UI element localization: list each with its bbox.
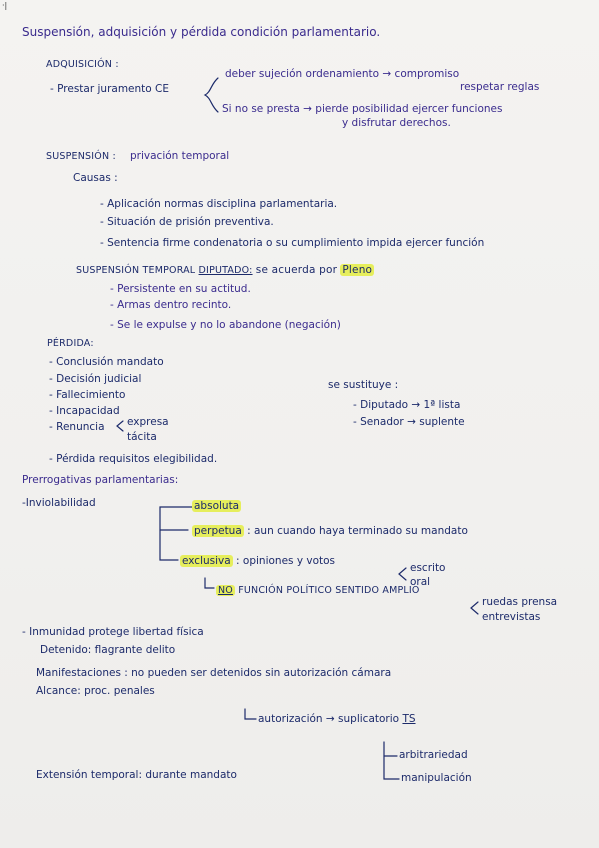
causa-item: - Aplicación normas disciplina parlamentaria. <box>100 198 338 210</box>
exclusiva-branch-item: escrito <box>410 562 446 574</box>
causa-item: - Sentencia firme condenatoria o su cumplimiento impida ejercer función <box>100 237 485 249</box>
adquisicion-branch-top-1: deber sujeción ordenamiento → compromiso <box>225 68 460 80</box>
perdida-heading: PÉRDIDA: <box>47 338 94 349</box>
autorizacion-hook <box>245 709 256 719</box>
renuncia-brace <box>117 421 123 431</box>
amplio-branch-item: entrevistas <box>482 611 541 623</box>
suspension-temporal-mid: se acuerda por <box>255 264 338 276</box>
exclusiva-brace <box>399 568 406 580</box>
sustituye-label: se sustituye : <box>328 379 399 391</box>
prerrogativas-heading: Prerrogativas parlamentarias: <box>22 474 179 486</box>
inviolabilidad-bracket <box>160 507 192 560</box>
suspension-heading: SUSPENSIÓN : <box>46 151 116 162</box>
amplio-brace <box>471 602 478 614</box>
exclusiva-line <box>180 555 335 568</box>
autorizacion-line <box>258 713 416 726</box>
inviolabilidad-label: -Inviolabilidad <box>22 497 96 509</box>
perpetua-note: : aun cuando haya terminado su mandato <box>247 525 468 537</box>
perdida-item: - Decisión judicial <box>49 373 142 385</box>
autorizacion-text: autorización → suplicatorio <box>258 713 400 725</box>
temporal-item: - Persistente en su actitud. <box>110 283 251 295</box>
causas-label: Causas : <box>73 172 118 184</box>
corner-mark: ·| <box>2 1 8 10</box>
sustituye-item: - Diputado → 1ª lista <box>353 399 461 411</box>
amplio-branch-item: ruedas prensa <box>482 596 558 608</box>
suspension-temporal-prefix: SUSPENSIÓN TEMPORAL <box>76 265 196 276</box>
renuncia-branch-item: expresa <box>127 416 169 428</box>
temporal-item: - Armas dentro recinto. <box>110 299 232 311</box>
ts-branch-item: arbitrariedad <box>399 749 468 761</box>
perpetua-highlight: perpetua <box>194 525 242 537</box>
no-funcion-line <box>216 584 420 597</box>
adquisicion-brace <box>205 78 218 112</box>
adquisicion-heading: ADQUISICIÓN : <box>46 59 119 70</box>
no-funcion-rest: FUNCIÓN POLÍTICO SENTIDO AMPLIO <box>238 585 420 596</box>
adquisicion-branch-bottom-1: Si no se presta → pierde posibilidad ejercer funciones <box>222 103 503 115</box>
exclusiva-note: : opiniones y votos <box>236 555 336 567</box>
pleno-highlight: Pleno <box>342 264 373 276</box>
alcance-line: Alcance: proc. penales <box>36 685 155 697</box>
adquisicion-branch-top-2: respetar reglas <box>460 81 540 93</box>
ts-label: TS <box>402 713 416 725</box>
perdida-item: - Conclusión mandato <box>49 356 164 368</box>
exclusiva-branch-item: oral <box>410 576 431 588</box>
perpetua-line <box>192 525 468 538</box>
suspension-definition: privación temporal <box>130 150 230 162</box>
adquisicion-branch-bottom-2: y disfrutar derechos. <box>342 117 451 129</box>
suspension-temporal-subject: DIPUTADO: <box>198 265 253 276</box>
suspension-temporal-line <box>76 264 374 277</box>
perdida-item: - Pérdida requisitos elegibilidad. <box>49 453 218 465</box>
perdida-item: - Incapacidad <box>49 405 120 417</box>
causa-item: - Situación de prisión preventiva. <box>100 216 274 228</box>
perdida-item: - Fallecimiento <box>49 389 126 401</box>
detenido-line: Detenido: flagrante delito <box>40 644 176 656</box>
renuncia-branch-item: tácita <box>127 431 157 443</box>
sustituye-item: - Senador → suplente <box>353 416 465 428</box>
adquisicion-item: - Prestar juramento CE <box>50 83 170 95</box>
absoluta-label <box>192 500 241 513</box>
extension-temporal-line: Extensión temporal: durante mandato <box>36 769 237 781</box>
temporal-item: - Se le expulse y no lo abandone (negación) <box>110 319 341 331</box>
manifestaciones-line: Manifestaciones : no pueden ser detenidos sin autorización cámara <box>36 667 392 679</box>
absoluta-highlight: absoluta <box>194 500 240 512</box>
perdida-item-renuncia: - Renuncia <box>49 421 105 433</box>
ts-bracket <box>384 742 399 779</box>
inmunidad-line: - Inmunidad protege libertad física <box>22 626 204 638</box>
page-title: Suspensión, adquisición y pérdida condición parlamentario. <box>22 25 381 39</box>
exclusiva-highlight: exclusiva <box>182 555 231 567</box>
no-funcion-hook <box>205 578 214 588</box>
no-highlight: NO <box>218 585 233 596</box>
ts-branch-item: manipulación <box>401 772 472 784</box>
